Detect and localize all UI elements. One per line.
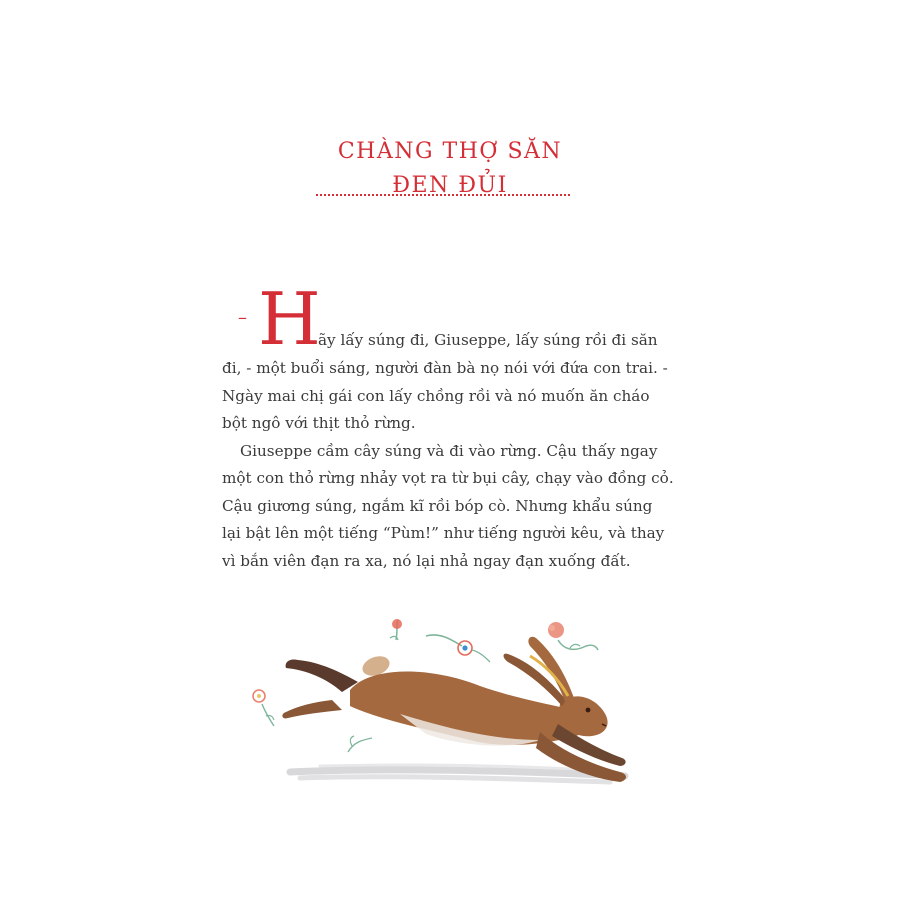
title-dotted-rule bbox=[316, 194, 570, 196]
chapter-title bbox=[300, 135, 600, 203]
text-line: vì bắn viên đạn ra xa, nó lại nhả ngay đạn xuống đất. bbox=[222, 551, 631, 570]
story-text bbox=[222, 277, 674, 575]
text-line: đi, - một buổi sáng, người đàn bà nọ nói với đứa con trai. - bbox=[222, 359, 668, 377]
text-line: bột ngô với thịt thỏ rừng. bbox=[222, 414, 416, 432]
flower-top-left bbox=[390, 619, 402, 640]
text-line: Giuseppe cầm cây súng và đi vào rừng. Cậu thấy ngay bbox=[240, 441, 658, 460]
paragraph-1 bbox=[222, 277, 674, 438]
flower-top-right bbox=[548, 622, 598, 650]
drop-cap: H bbox=[258, 277, 321, 361]
sprig-bottom bbox=[348, 736, 372, 752]
paragraph-2 bbox=[222, 438, 674, 576]
hare bbox=[282, 637, 626, 782]
running-hare-illustration bbox=[240, 600, 660, 820]
chapter-title-line-2: ĐEN ĐỦI bbox=[392, 172, 508, 198]
chapter-title-line-1: CHÀNG THỢ SĂN bbox=[337, 138, 563, 164]
flower-center bbox=[426, 635, 490, 662]
flower-left bbox=[253, 690, 274, 726]
dropcap-row bbox=[222, 277, 674, 361]
dialogue-dash: – bbox=[238, 307, 247, 328]
text-line: Ngày mai chị gái con lấy chồng rồi và nó muốn ăn cháo bbox=[222, 386, 650, 405]
text-line: ãy lấy súng đi, Giuseppe, lấy súng rồi đi săn bbox=[318, 331, 658, 349]
text-line: lại bật lên một tiếng “Pùm!” như tiếng người kêu, và thay bbox=[222, 524, 665, 542]
text-line: một con thỏ rừng nhảy vọt ra từ bụi cây, chạy vào đồng cỏ. bbox=[222, 469, 674, 487]
text-line: Cậu giương súng, ngắm kĩ rồi bóp cò. Nhưng khẩu súng bbox=[222, 496, 653, 515]
